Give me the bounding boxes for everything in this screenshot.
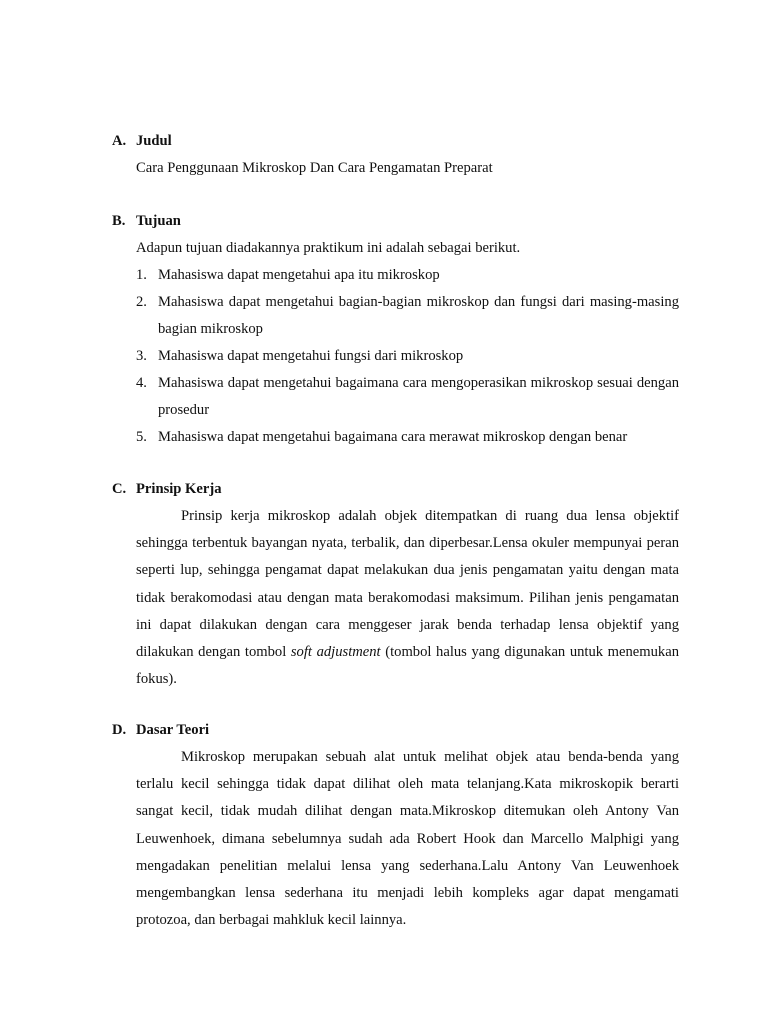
list-text: Mahasiswa dapat mengetahui fungsi dari mikroskop bbox=[158, 348, 464, 364]
list-text: Mahasiswa dapat mengetahui apa itu mikroskop bbox=[158, 267, 440, 283]
tujuan-intro: Adapun tujuan diadakannya praktikum ini adalah sebagai berikut. bbox=[136, 240, 521, 256]
dasar-teori-paragraph: Mikroskop merupakan sebuah alat untuk melihat objek atau benda-benda yang terlalu kecil sehingga tidak dapat dilihat oleh mata telanjang.Kata mikroskopik berarti sangat kecil, tidak mudah dilihat dengan mata.Mikroskop ditemukan oleh Antony Van Leuwenhoek, dimana sebelumnya sudah ada Robert Hook dan Marcello Malphigi yang mengadakan penelitian melalui lensa yang sederhana.Lalu Antony Van Leuwenhoek mengembangkan lensa sederhana itu menjadi lebih kompleks agar dapat mengamati protozoa, dan berbagai mahkluk kecil lainnya. bbox=[136, 749, 679, 929]
list-item bbox=[136, 424, 679, 451]
heading-dasar-teori bbox=[112, 717, 672, 744]
list-item bbox=[136, 289, 679, 343]
heading-letter: C. bbox=[112, 481, 127, 497]
heading-title: Judul bbox=[136, 133, 172, 149]
heading-title: Tujuan bbox=[136, 213, 181, 229]
judul-text: Cara Penggunaan Mikroskop Dan Cara Pengamatan Preparat bbox=[136, 160, 493, 176]
heading-judul bbox=[112, 128, 672, 155]
list-number: 3. bbox=[136, 348, 147, 364]
heading-prinsip-kerja bbox=[112, 476, 672, 503]
heading-title: Dasar Teori bbox=[136, 722, 210, 738]
heading-tujuan bbox=[112, 208, 672, 235]
paragraph-text: (tombol halus yang digunakan untuk menemukan fokus). bbox=[136, 644, 680, 688]
list-item bbox=[136, 370, 679, 424]
list-text: Mahasiswa dapat mengetahui bagaimana cara mengoperasikan mikroskop sesuai dengan prosedur bbox=[158, 375, 679, 418]
prinsip-kerja-paragraph bbox=[136, 503, 679, 693]
heading-letter: B. bbox=[112, 213, 126, 229]
paragraph-italic-term: soft adjustment bbox=[290, 644, 381, 661]
list-text: Mahasiswa dapat mengetahui bagian-bagian mikroskop dan fungsi dari masing-masing bagian mikroskop bbox=[158, 294, 679, 337]
heading-letter: D. bbox=[112, 722, 127, 738]
tujuan-list bbox=[136, 262, 679, 451]
list-number: 5. bbox=[136, 429, 147, 445]
list-number: 2. bbox=[136, 294, 147, 310]
list-item bbox=[136, 262, 679, 289]
list-number: 1. bbox=[136, 267, 147, 283]
paragraph-text: Prinsip kerja mikroskop adalah objek ditempatkan di ruang dua lensa objektif sehingga terbentuk bayangan nyata, terbalik, dan diperbesar.Lensa okuler mempunyai peran seperti lup, sehingga pengamat dapat melakukan dua jenis pengamatan yaitu dengan mata tidak berakomodasi atau dengan mata berakomodasi maksimum. Pilihan jenis pengamatan ini dapat dilakukan dengan cara menggeser jarak benda terhadap lensa objektif yang dilakukan dengan tombol bbox=[136, 508, 679, 661]
list-number: 4. bbox=[136, 375, 147, 391]
list-text: Mahasiswa dapat mengetahui bagaimana cara merawat mikroskop dengan benar bbox=[158, 429, 628, 445]
heading-title: Prinsip Kerja bbox=[136, 481, 222, 497]
heading-letter: A. bbox=[112, 133, 127, 149]
list-item bbox=[136, 343, 679, 370]
